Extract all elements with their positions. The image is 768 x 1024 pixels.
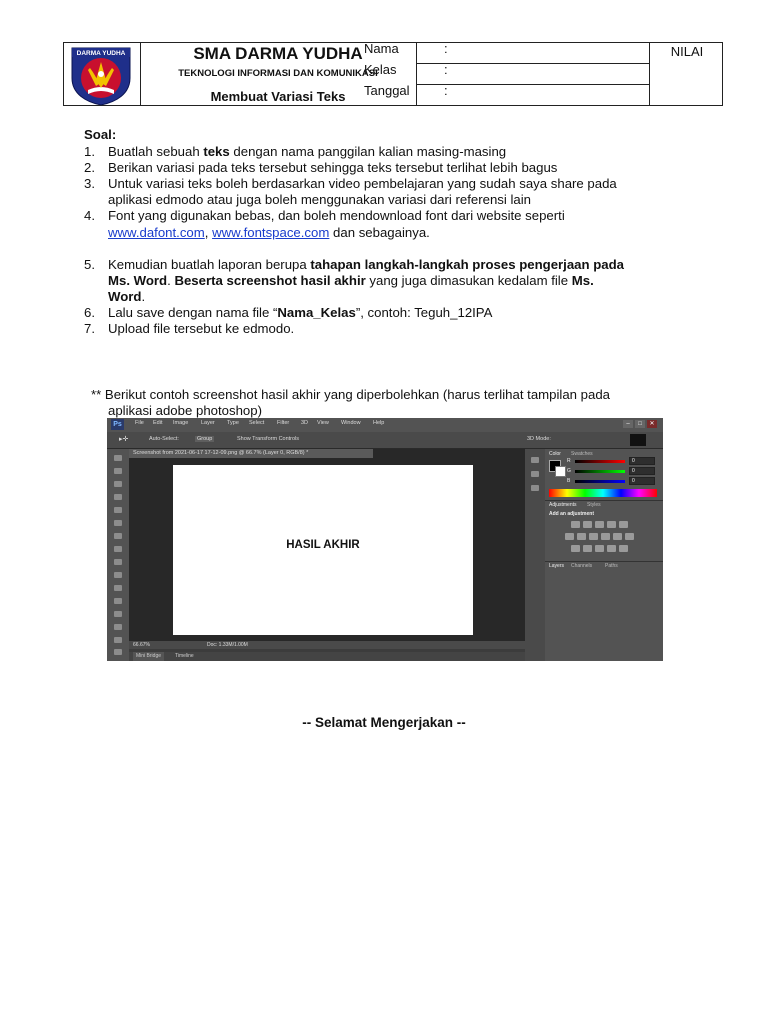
note-line-1: ** Berikut contoh screenshot hasil akhir yang diperbolehkan (harus terlihat tampilan pada (91, 387, 611, 402)
eraser-tool[interactable] (114, 585, 122, 591)
score-label: NILAI (670, 44, 704, 59)
ps-canvas[interactable] (173, 465, 473, 635)
panel-character-icon[interactable] (531, 485, 539, 491)
item-5-number: 5. (84, 257, 95, 272)
closing-message: -- Selamat Mengerjakan -- (302, 715, 466, 730)
item-4-line-1: Font yang digunakan bebas, dan boleh mendownload font dari website seperti (108, 208, 565, 223)
item-4-number: 4. (84, 208, 95, 223)
field-kelas-colon: : (444, 62, 448, 77)
note-line-2: aplikasi adobe photoshop) (108, 403, 262, 418)
ps-workspace-swatch[interactable] (630, 434, 646, 446)
blur-tool[interactable] (114, 611, 122, 617)
channel-b-input[interactable]: 0 (629, 477, 655, 485)
item-2: Berikan variasi pada teks tersebut sehingga teks tersebut terlihat lebih bagus (108, 160, 558, 175)
ps-menu-3d[interactable]: 3D (301, 420, 309, 426)
invert-icon[interactable] (571, 545, 580, 552)
channel-g-label: G (567, 468, 571, 474)
eyedropper-tool[interactable] (114, 520, 122, 526)
crop-tool[interactable] (114, 507, 122, 513)
tab-timeline[interactable]: Timeline (175, 653, 194, 659)
ps-status-bar (129, 641, 525, 649)
ps-menu-help[interactable]: Help (373, 420, 385, 426)
item-6: Lalu save dengan nama file “Nama_Kelas”, contoh: Teguh_12IPA (108, 305, 493, 320)
tab-mini-bridge[interactable]: Mini Bridge (133, 652, 164, 661)
item-7-number: 7. (84, 321, 95, 336)
black-white-icon[interactable] (589, 533, 598, 540)
channel-b-label: B (567, 478, 571, 484)
subject-name: TEKNOLOGI INFORMASI DAN KOMUNIKASI (178, 68, 378, 79)
ps-menu-window[interactable]: Window (341, 420, 361, 426)
tab-color[interactable]: Color (549, 451, 561, 457)
channel-g-slider[interactable] (575, 470, 625, 473)
field-nama-label: Nama (364, 41, 399, 56)
gradient-tool[interactable] (114, 598, 122, 604)
quick-select-tool[interactable] (114, 494, 122, 500)
ps-doc-size: Doc: 1.33M/1.00M (207, 642, 248, 648)
school-name: SMA DARMA YUDHA (193, 44, 363, 63)
posterize-icon[interactable] (583, 545, 592, 552)
ps-option-3dmode: 3D Mode: (527, 436, 551, 442)
item-5-line-2: Ms. Word. Beserta screenshot hasil akhir yang juga dimasukan kedalam file Ms. (108, 273, 594, 288)
tab-adjustments[interactable]: Adjustments (549, 502, 577, 508)
item-3-line-2: aplikasi edmodo atau juga boleh menggunakan variasi dari referensi lain (108, 192, 531, 207)
ps-menu-filter[interactable]: Filter (277, 420, 290, 426)
dodge-tool[interactable] (114, 624, 122, 630)
ps-option-group[interactable]: Group (197, 436, 213, 442)
color-lookup-icon[interactable] (625, 533, 634, 540)
item-4-line-2: www.dafont.com, www.fontspace.com dan sebagainya. (108, 225, 430, 240)
field-kelas-label: Kelas (364, 62, 397, 77)
lasso-tool[interactable] (114, 481, 122, 487)
header-table (63, 42, 723, 106)
fontspace-link[interactable]: www.fontspace.com (212, 225, 330, 240)
ps-menu-layer[interactable]: Layer (201, 420, 215, 426)
ps-options-bar (107, 432, 663, 449)
ps-menu-edit[interactable]: Edit (153, 420, 163, 426)
photo-filter-icon[interactable] (601, 533, 610, 540)
item-1-number: 1. (84, 144, 95, 159)
history-brush-tool[interactable] (114, 572, 122, 578)
photoshop-screenshot (107, 418, 663, 661)
item-7: Upload file tersebut ke edmodo. (108, 321, 295, 336)
ps-option-transform[interactable]: Show Transform Controls (237, 436, 300, 442)
vibrance-icon[interactable] (619, 521, 628, 528)
channel-r-label: R (567, 458, 571, 464)
threshold-icon[interactable] (595, 545, 604, 552)
ps-panel-strip (525, 449, 545, 661)
channel-b-slider[interactable] (575, 480, 625, 483)
stamp-tool[interactable] (114, 559, 122, 565)
gradient-map-icon[interactable] (607, 545, 616, 552)
item-1: Buatlah sebuah teks dengan nama panggilan kalian masing-masing (108, 144, 507, 159)
logo-text: DARMA YUDHA (76, 50, 126, 57)
channel-r-slider[interactable] (575, 460, 625, 463)
ps-menu-view[interactable]: View (317, 420, 329, 426)
item-6-number: 6. (84, 305, 95, 320)
ps-zoom-value[interactable]: 66.67% (133, 642, 150, 648)
panel-properties-icon[interactable] (531, 471, 539, 477)
ps-bottom-panel-tabs (129, 652, 525, 661)
brush-tool[interactable] (114, 546, 122, 552)
ps-minimize-icon[interactable]: – (623, 420, 633, 428)
pen-tool[interactable] (114, 637, 122, 643)
color-balance-icon[interactable] (577, 533, 586, 540)
marquee-tool[interactable] (114, 468, 122, 474)
field-tanggal-colon: : (444, 83, 448, 98)
brightness-icon[interactable] (571, 521, 580, 528)
item-3-number: 3. (84, 176, 95, 191)
canvas-text: HASIL AKHIR (286, 539, 360, 551)
tab-channels[interactable]: Channels (571, 563, 593, 569)
channel-mixer-icon[interactable] (613, 533, 622, 540)
type-tool[interactable] (114, 649, 122, 655)
soal-heading: Soal: (84, 127, 117, 142)
panel-history-icon[interactable] (531, 457, 539, 463)
ps-maximize-icon[interactable]: □ (635, 420, 645, 428)
background-color-swatch[interactable] (555, 466, 566, 477)
hue-saturation-icon[interactable] (565, 533, 574, 540)
item-2-number: 2. (84, 160, 95, 175)
selective-color-icon[interactable] (619, 545, 628, 552)
color-spectrum-bar[interactable] (549, 489, 657, 497)
tab-styles[interactable]: Styles (587, 502, 601, 508)
move-tool[interactable] (114, 455, 122, 461)
ps-menu-select[interactable]: Select (249, 420, 265, 426)
ps-right-panels (545, 449, 663, 661)
school-logo (66, 44, 136, 106)
ps-document-area (129, 449, 525, 649)
ps-app-logo: Ps (111, 419, 124, 430)
exposure-icon[interactable] (607, 521, 616, 528)
healing-tool[interactable] (114, 533, 122, 539)
tab-layers[interactable]: Layers (549, 563, 565, 569)
ps-option-autoselect[interactable]: Auto-Select: (149, 436, 179, 442)
field-tanggal-label: Tanggal (364, 83, 410, 98)
ps-document-tab[interactable]: Screenshot from 2021-06-17 17-12-09.png @ 66.7% (Layer 0, RGB/8) * (129, 449, 373, 458)
channel-g-input[interactable]: 0 (629, 467, 655, 475)
ps-menu-file[interactable]: File (135, 420, 144, 426)
topic-title: Membuat Variasi Teks (210, 89, 346, 104)
curves-icon[interactable] (595, 521, 604, 528)
adjustment-label: Add an adjustment (549, 511, 595, 517)
ps-toolbar (107, 449, 129, 661)
item-3-line-1: Untuk variasi teks boleh berdasarkan video pembelajaran yang sudah saya share pada (108, 176, 617, 191)
channel-r-input[interactable]: 0 (629, 457, 655, 465)
ps-menubar (107, 418, 663, 432)
item-5-line-3: Word. (108, 289, 146, 304)
levels-icon[interactable] (583, 521, 592, 528)
ps-close-icon[interactable]: ✕ (647, 420, 657, 428)
item-5-line-1: Kemudian buatlah laporan berupa tahapan langkah-langkah proses pengerjaan pada (108, 257, 625, 272)
tab-paths[interactable]: Paths (605, 563, 618, 569)
tab-swatches[interactable]: Swatches (571, 451, 593, 457)
ps-menu-type[interactable]: Type (227, 420, 239, 426)
dafont-link[interactable]: www.dafont.com (108, 225, 205, 240)
ps-menu-image[interactable]: Image (173, 420, 189, 426)
move-tool-icon[interactable]: ▸✛ (119, 436, 129, 443)
field-nama-colon: : (444, 41, 448, 56)
